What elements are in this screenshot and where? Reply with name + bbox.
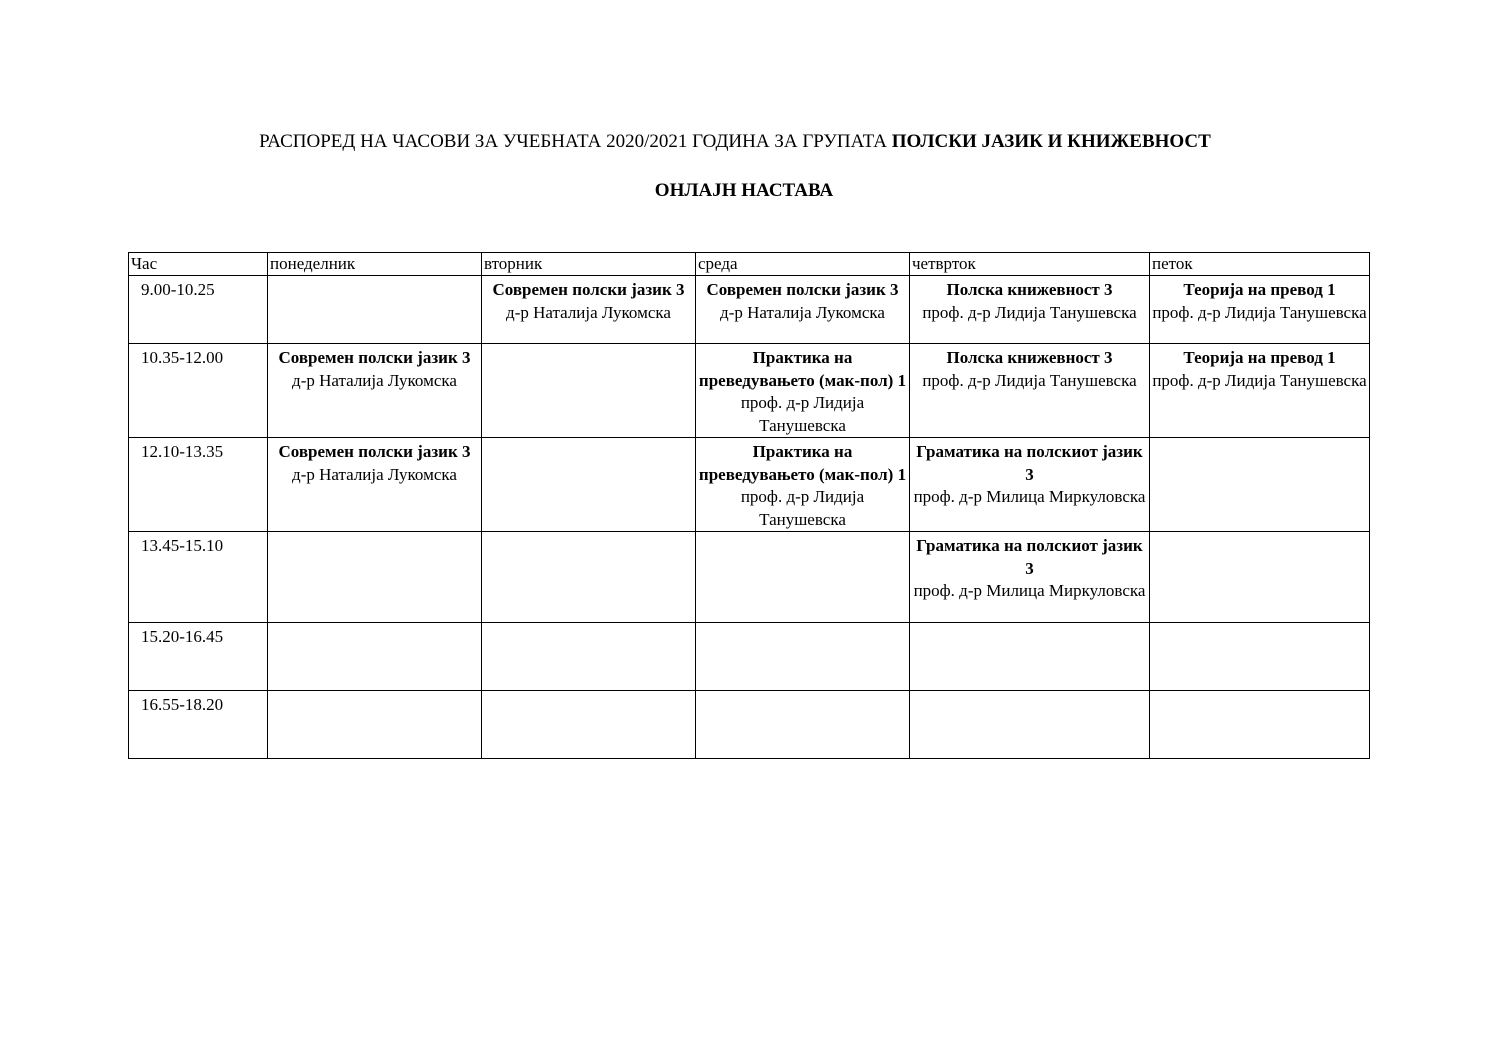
lecturer: д-р Наталија Лукомска xyxy=(292,370,457,390)
lecturer: проф. д-р Лидија Танушевска xyxy=(922,370,1137,390)
lecturer: проф. д-р Милица Миркуловска xyxy=(913,487,1146,506)
course-title: Практика на преведувањето (мак-пол) 1 xyxy=(698,348,907,390)
schedule-cell xyxy=(482,344,696,438)
schedule-cell xyxy=(482,532,696,623)
course-title: Полска книжевност 3 xyxy=(946,280,1113,299)
schedule-cell xyxy=(268,344,482,438)
table-row xyxy=(129,276,1370,344)
schedule-cell xyxy=(482,623,696,691)
header-row xyxy=(129,253,1370,276)
column-header-monday: понеделник xyxy=(268,253,482,276)
lecturer: проф. д-р Лидија Танушевска xyxy=(1152,370,1367,390)
course-title: Теорија на превод 1 xyxy=(1183,348,1336,367)
page-title xyxy=(0,131,1483,153)
schedule-cell xyxy=(1150,691,1370,759)
table-row xyxy=(129,532,1370,623)
column-header-thursday: четврток xyxy=(910,253,1150,276)
lecturer: проф. д-р Лидија Танушевска xyxy=(740,393,865,435)
title-normal: РАСПОРЕД НА ЧАСОВИ ЗА УЧЕБНАТА 2020/2021 ГОДИНА ЗА ГРУПАТА xyxy=(259,131,892,152)
course-title: Современ полски јазик 3 xyxy=(278,442,471,461)
schedule-cell xyxy=(268,623,482,691)
schedule-cell xyxy=(696,438,910,532)
page-subtitle: ОНЛАЈН НАСТАВА xyxy=(654,180,834,201)
course-title: Современ полски јазик 3 xyxy=(278,348,471,367)
table-row xyxy=(129,344,1370,438)
schedule-cell xyxy=(910,623,1150,691)
schedule-cell xyxy=(910,532,1150,623)
schedule-cell xyxy=(696,691,910,759)
time-slot: 10.35-12.00 xyxy=(129,344,268,438)
schedule-cell xyxy=(1150,344,1370,438)
table-row xyxy=(129,691,1370,759)
column-header-friday: петок xyxy=(1150,253,1370,276)
schedule-cell xyxy=(910,276,1150,344)
table-row xyxy=(129,623,1370,691)
course-title: Граматика на полскиот јазик 3 xyxy=(916,442,1143,484)
course-title: Граматика на полскиот јазик 3 xyxy=(916,536,1143,578)
schedule-cell xyxy=(1150,438,1370,532)
title-group-name: ПОЛСКИ ЈАЗИК И КНИЖЕВНОСТ xyxy=(891,131,1211,152)
lecturer: проф. д-р Лидија Танушевска xyxy=(740,487,865,529)
schedule-cell xyxy=(482,438,696,532)
time-slot: 15.20-16.45 xyxy=(129,623,268,691)
column-header-tuesday: вторник xyxy=(482,253,696,276)
course-title: Теорија на превод 1 xyxy=(1183,280,1336,299)
schedule-cell xyxy=(268,438,482,532)
schedule-cell xyxy=(482,276,696,344)
schedule-cell xyxy=(696,344,910,438)
schedule-cell xyxy=(1150,623,1370,691)
schedule-cell xyxy=(1150,276,1370,344)
course-title: Практика на преведувањето (мак-пол) 1 xyxy=(698,442,907,484)
lecturer: проф. д-р Лидија Танушевска xyxy=(1152,302,1367,322)
course-title: Полска книжевност 3 xyxy=(946,348,1113,367)
schedule-cell xyxy=(910,344,1150,438)
schedule-cell xyxy=(696,276,910,344)
schedule-cell xyxy=(268,691,482,759)
schedule-cell xyxy=(482,691,696,759)
schedule-cell xyxy=(696,532,910,623)
lecturer: д-р Наталија Лукомска xyxy=(292,464,457,484)
lecturer: проф. д-р Милица Миркуловска xyxy=(913,581,1146,600)
column-header-wednesday: среда xyxy=(696,253,910,276)
time-slot: 16.55-18.20 xyxy=(129,691,268,759)
table-row xyxy=(129,438,1370,532)
time-slot: 9.00-10.25 xyxy=(129,276,268,344)
column-header-time: Час xyxy=(129,253,268,276)
schedule-cell xyxy=(1150,532,1370,623)
schedule-cell xyxy=(910,691,1150,759)
time-slot: 13.45-15.10 xyxy=(129,532,268,623)
schedule-table xyxy=(128,252,1370,759)
time-slot: 12.10-13.35 xyxy=(129,438,268,532)
schedule-cell xyxy=(696,623,910,691)
course-title: Современ полски јазик 3 xyxy=(706,280,899,299)
lecturer: д-р Наталија Лукомска xyxy=(720,302,885,322)
schedule-cell xyxy=(910,438,1150,532)
schedule-cell xyxy=(268,276,482,344)
course-title: Современ полски јазик 3 xyxy=(492,280,685,299)
lecturer: д-р Наталија Лукомска xyxy=(506,302,671,322)
schedule-cell xyxy=(268,532,482,623)
lecturer: проф. д-р Лидија Танушевска xyxy=(922,302,1137,322)
